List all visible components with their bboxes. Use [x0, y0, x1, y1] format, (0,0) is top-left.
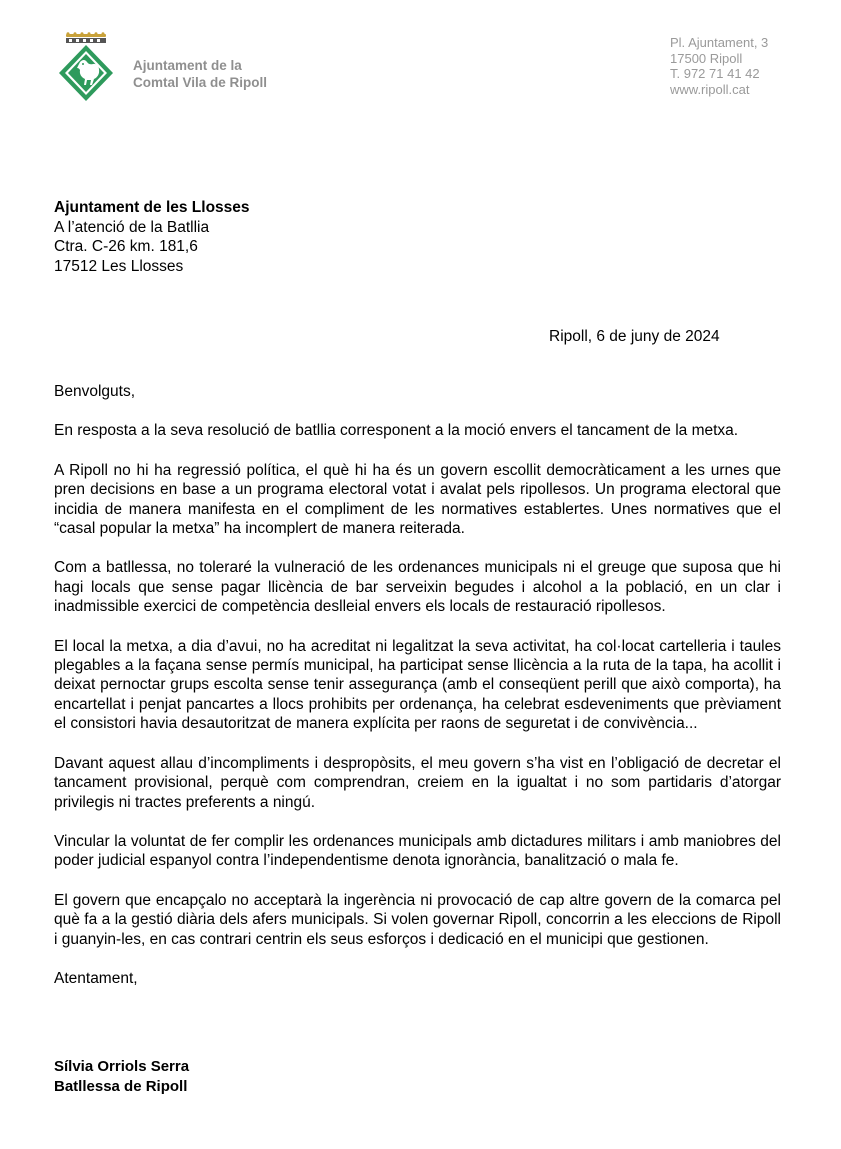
org-line-1: Ajuntament de la	[133, 58, 242, 73]
salutation: Benvolguts,	[54, 383, 135, 400]
recipient-city: 17512 Les Llosses	[54, 257, 184, 275]
recipient-org: Ajuntament de les Llosses	[54, 199, 250, 216]
contact-web: www.ripoll.cat	[670, 81, 750, 97]
ripoll-coat-of-arms-icon	[58, 32, 114, 102]
body-paragraph: El govern que encapçalo no acceptarà la ingerència ni provocació de cap altre govern de la comarca pel què fa a la gestió diària dels afers municipals. Si volen governar Ripoll, concorrin a les eleccions de Ripoll i guanyin-les, en cas contrari centrin els seus esforços i dedicació en el municipi que gestionen.	[54, 891, 781, 948]
body-paragraph: En resposta a la seva resolució de batllia corresponent a la moció envers el tancament de la metxa.	[54, 422, 739, 440]
closing: Atentament,	[54, 969, 138, 987]
signature-title: Batllessa de Ripoll	[54, 1078, 188, 1095]
signature-name: Sílvia Orriols Serra	[54, 1058, 190, 1075]
contact-postal: 17500 Ripoll	[670, 50, 743, 66]
org-line-2: Comtal Vila de Ripoll	[133, 75, 268, 90]
letterhead-contact	[670, 35, 768, 97]
recipient-road: Ctra. C-26 km. 181,6	[54, 238, 198, 255]
letter-body	[54, 382, 781, 1008]
letter-date: Ripoll, 6 de juny de 2024	[549, 328, 720, 345]
recipient-attn: A l’atenció de la Batllia	[54, 218, 210, 236]
body-paragraph: Vincular la voluntat de fer complir les ordenances municipals amb dictadures militars i amb maniobres del poder judicial espanyol contra l’independentisme denota ignorància, banalització o mala fe.	[54, 832, 781, 870]
body-paragraph: A Ripoll no hi ha regressió política, el què hi ha és un govern escollit democràticament a les urnes que pren decisions en base a un programa electoral votat i avalat pels ripollesos. Un programa electoral que incidia de manera manifesta en el compliment de les normatives establertes. Unes normatives que el “casal popular la metxa” ha incomplert de manera reiterada.	[54, 461, 781, 538]
contact-address: Pl. Ajuntament, 3	[670, 35, 769, 50]
body-paragraph: Davant aquest allau d’incompliments i despropòsits, el meu govern s’ha vist en l’obligació de decretar el tancament provisional, perquè com comprendran, creiem en la igualtat i no som partidaris d’atorgar privilegis ni tractes preferents a ningú.	[54, 754, 781, 811]
body-paragraph: Com a batllessa, no toleraré la vulneració de les ordenances municipals ni el greuge que suposa que hi hagi locals que sense pagar llicència de bar serveixin begudes i alcohol a la població, en un clar i inadmissible exercici de competència deslleial envers els locals de restauració ripollesos.	[54, 559, 781, 616]
letterhead-org-name	[133, 57, 267, 91]
signature-block	[54, 1057, 189, 1097]
contact-phone: T. 972 71 41 42	[670, 66, 760, 81]
body-paragraph: El local la metxa, a dia d’avui, no ha acreditat ni legalitzat la seva activitat, ha col·locat cartelleria i taules plegables a la façana sense permís municipal, ha participat sense llicència a la ruta de la tapa, ha acollit i deixat pernoctar grups escolta sense tenir assegurança (amb el conseqüent perill que això comporta), ha encartellat i penjat pancartes a llocs prohibits per ordenança, ha celebrat esdeveniments que prèviament el consistori havia desautoritzat de manera explícita per raons de seguretat i de convivència...	[54, 637, 781, 733]
recipient-block	[54, 198, 250, 276]
